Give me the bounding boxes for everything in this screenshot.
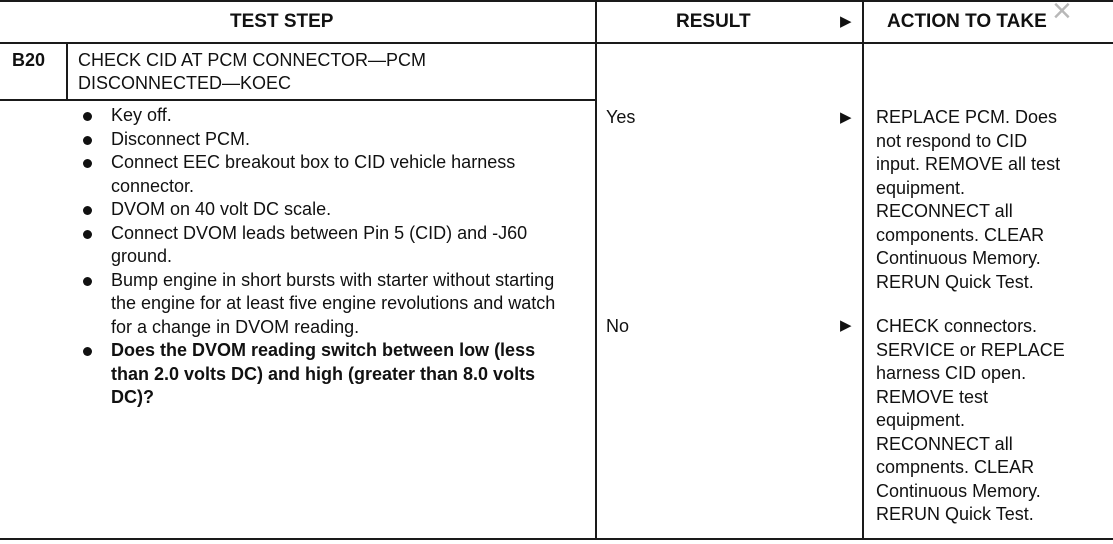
result-no-label: No [606,316,630,336]
result-no-arrow-icon: ▶ [840,317,852,334]
action-no-line: RECONNECT all [876,433,1013,454]
bullet-icon [83,159,92,168]
header-bottom-rule [0,42,1113,44]
action-no-line: SERVICE or REPLACE [876,339,1065,360]
instruction-question: Does the DVOM reading switch between low (less than 2.0 volts DC) and high (greater than 8.0 volts DC)? [78,339,568,410]
action-yes-line: components. CLEAR [876,224,1045,245]
table-top-border [0,0,1113,2]
step-title-rule [0,99,596,101]
table-bottom-border [0,538,1113,540]
action-yes-line: not respond to CID [876,130,1028,151]
action-no-line: REMOVE test [876,386,989,407]
bullet-icon [83,347,92,356]
result-yes-arrow-icon: ▶ [840,109,852,126]
action-yes-line: RECONNECT all [876,201,1013,221]
bullet-icon [83,230,92,239]
step-id-divider [66,43,68,100]
action-no-line: equipment. [876,410,966,430]
action-yes-line: Continuous Memory. [876,248,1041,268]
instruction-item: Key off. [78,104,568,128]
action-column-divider [862,0,864,540]
header-action: ACTION TO TAKE [887,11,1047,32]
action-no [876,315,1108,527]
action-yes-line: REPLACE PCM. Does [876,107,1058,127]
instruction-item: DVOM on 40 volt DC scale. [78,198,568,222]
step-title-line-2: DISCONNECTED—KOEC [78,73,292,93]
action-yes-line: RERUN Quick Test. [876,271,1034,292]
header-arrow-icon: ▶ [840,13,852,30]
instruction-item: Bump engine in short bursts with starter without starting the engine for at least five engine revolutions and watch for a change in DVOM reading. [78,269,568,340]
bullet-icon [83,277,92,286]
step-id: B20 [12,50,46,70]
header-result: RESULT [676,11,751,32]
instruction-list [78,104,568,410]
action-no-line: RERUN Quick Test. [876,504,1034,524]
result-column-divider [595,0,597,540]
close-icon[interactable]: × [1052,0,1072,30]
bullet-icon [83,112,92,121]
action-yes [876,106,1108,294]
action-no-line: harness CID open. [876,363,1027,383]
action-no-line: Continuous Memory. [876,480,1041,501]
bullet-icon [83,136,92,145]
action-yes-line: input. REMOVE all test [876,154,1061,174]
instruction-item: Connect EEC breakout box to CID vehicle harness connector. [78,151,568,198]
action-no-line: compnents. CLEAR [876,457,1035,477]
action-yes-line: equipment. [876,177,966,198]
header-test-step: TEST STEP [230,11,334,32]
bullet-icon [83,206,92,215]
instruction-item: Disconnect PCM. [78,128,568,152]
step-title-line-1: CHECK CID AT PCM CONNECTOR—PCM [78,50,427,70]
action-no-line: CHECK connectors. [876,316,1038,336]
instruction-item: Connect DVOM leads between Pin 5 (CID) and -J60 ground. [78,222,568,269]
result-yes-label: Yes [606,107,636,127]
